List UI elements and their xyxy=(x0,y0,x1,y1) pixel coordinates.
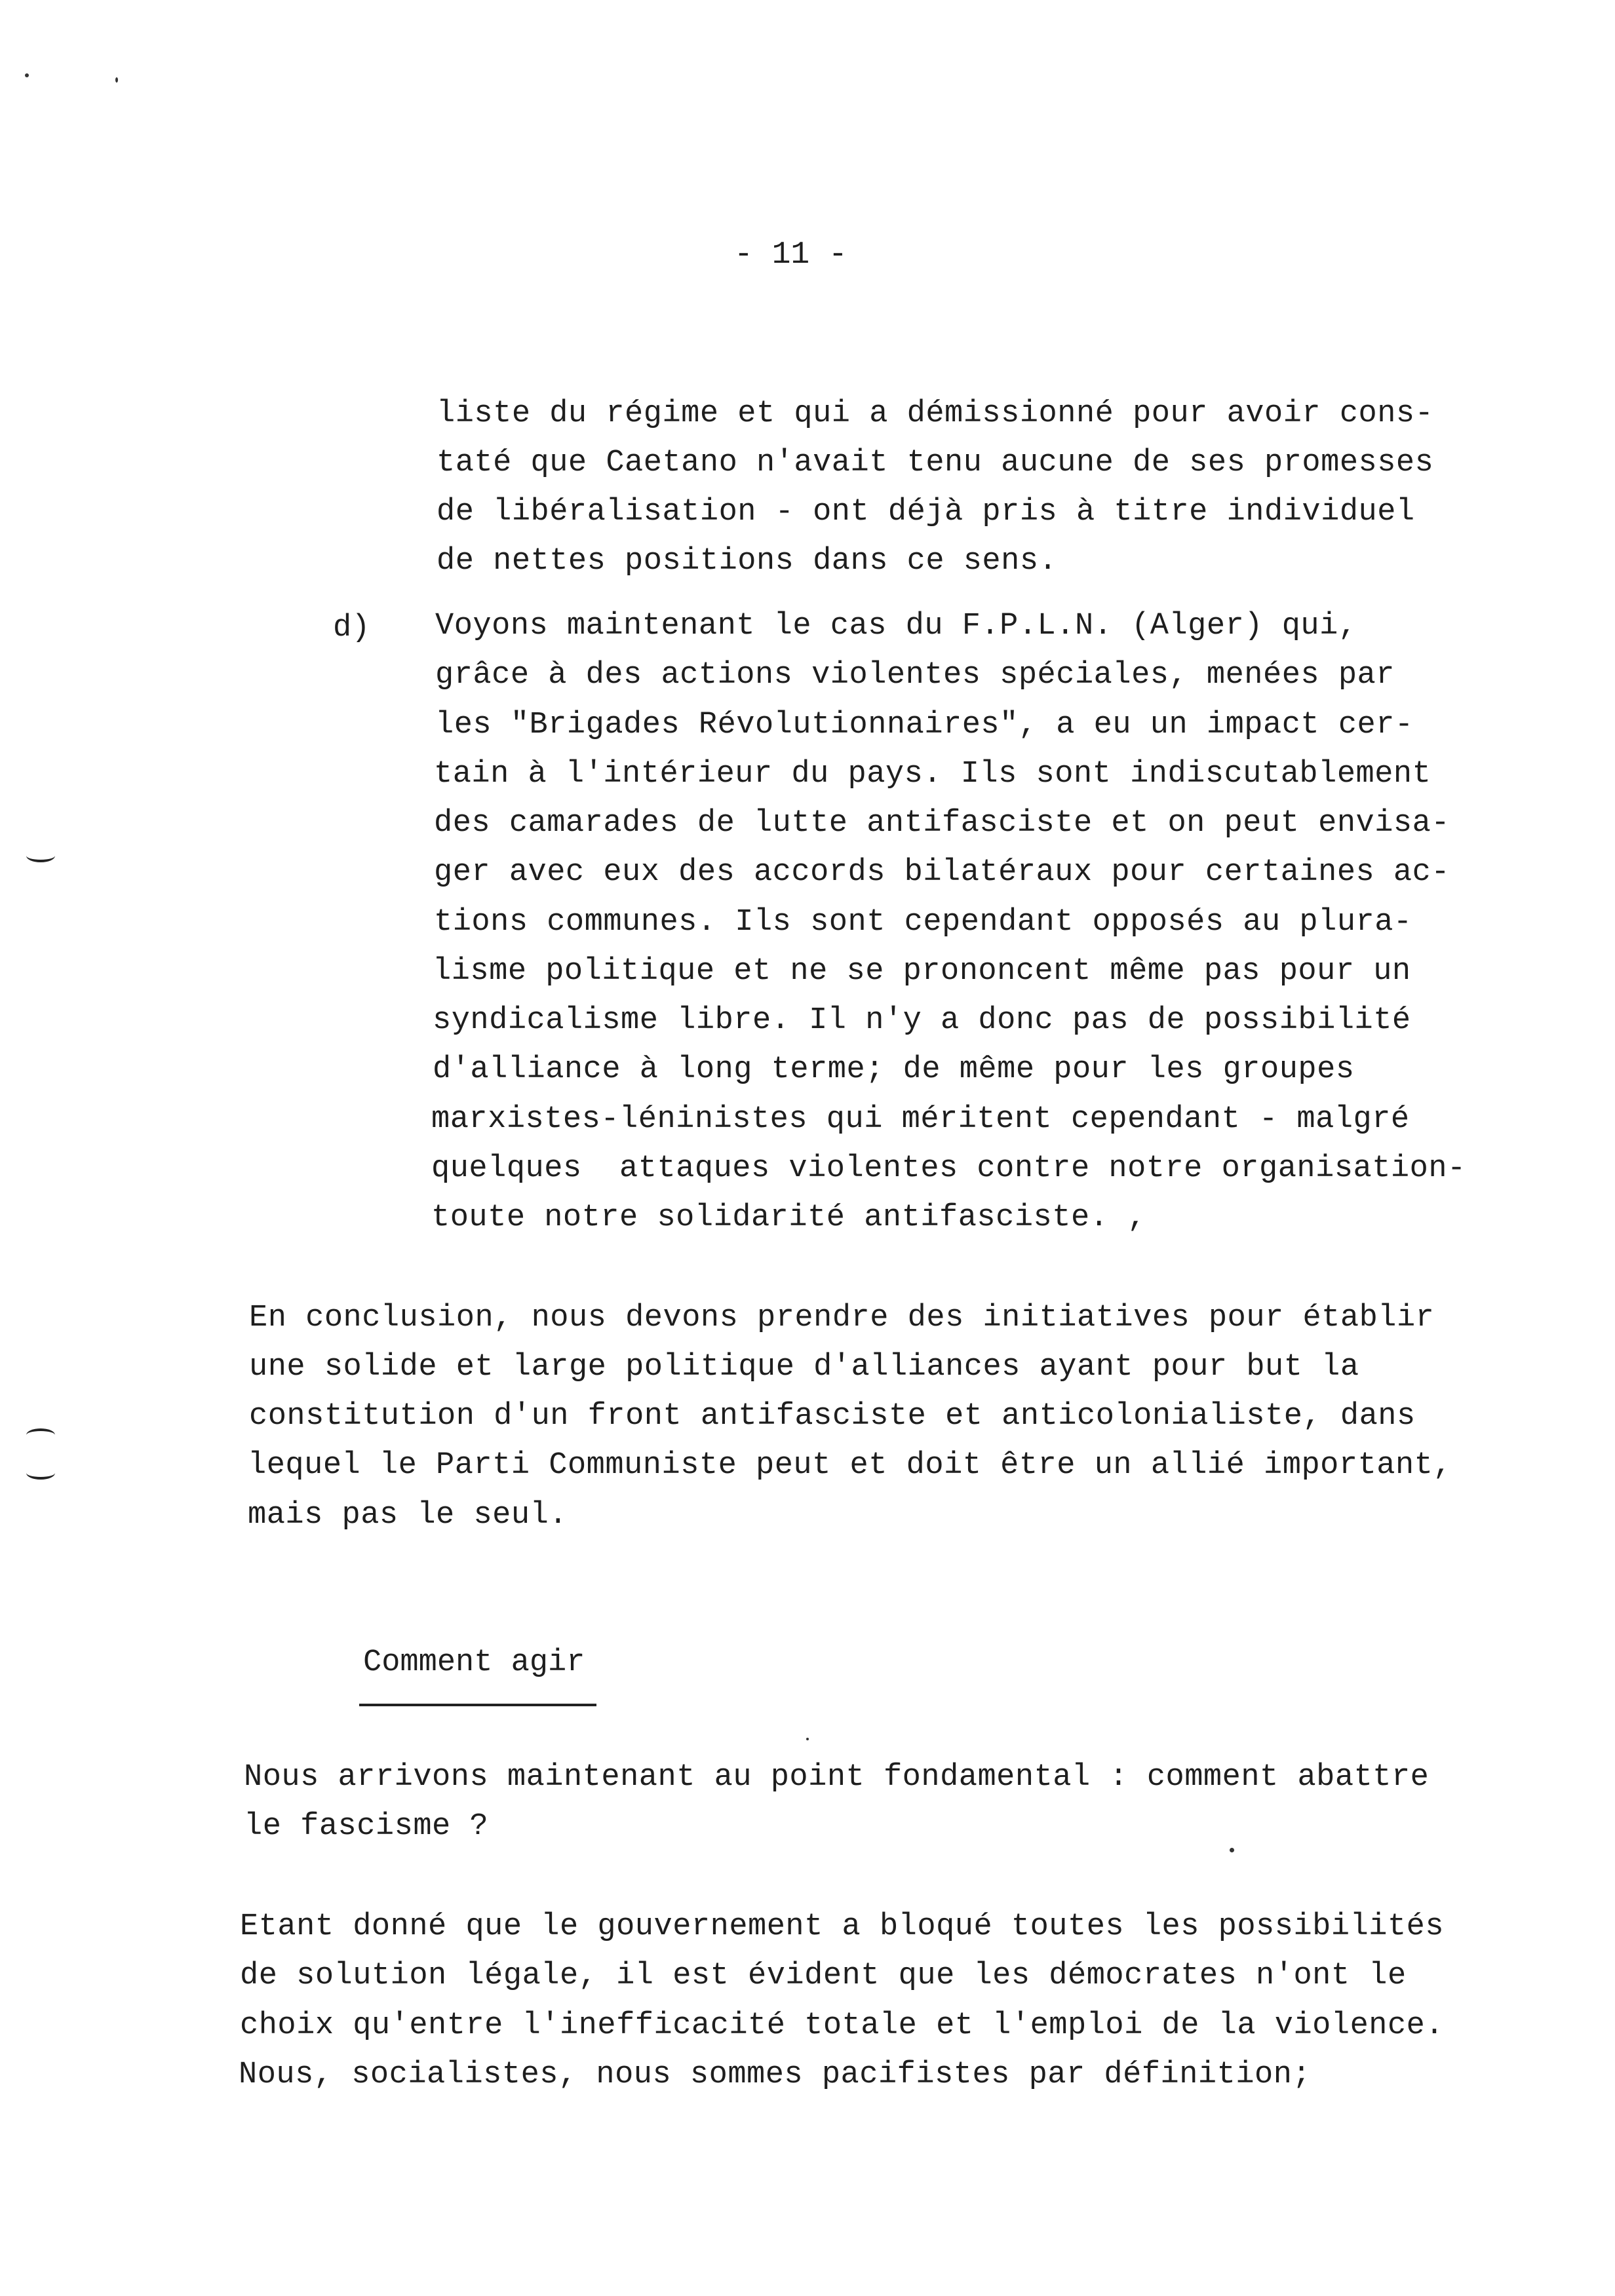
list-item-line: tions communes. Ils sont cependant opposés au plura- xyxy=(434,905,1412,940)
list-item-line: quelques attaques violentes contre notre organisation- xyxy=(431,1151,1466,1186)
list-item-line: ger avec eux des accords bilatéraux pour certaines ac- xyxy=(434,855,1450,890)
list-item-line: syndicalisme libre. Il n'y a donc pas de possibilité xyxy=(433,1003,1411,1038)
list-item-line: grâce à des actions violentes spéciales, menées par xyxy=(435,658,1395,693)
paragraph-line: mais pas le seul. xyxy=(248,1498,568,1533)
paragraph-line: Nous arrivons maintenant au point fondamental : comment abattre xyxy=(244,1760,1430,1795)
list-item-line: d'alliance à long terme; de même pour les groupes xyxy=(433,1052,1355,1087)
heading-underline xyxy=(359,1704,596,1706)
paragraph-line: de solution légale, il est évident que les démocrates n'ont le xyxy=(240,1959,1407,1993)
paragraph-line: Etant donné que le gouvernement a bloqué toutes les possibilités xyxy=(240,1909,1445,1944)
paragraph-line: Nous, socialistes, nous sommes pacifistes par définition; xyxy=(239,2057,1312,2092)
list-item-line: tain à l'intérieur du pays. Ils sont indiscutablement xyxy=(434,757,1431,792)
punch-hole-mark xyxy=(26,1466,55,1480)
punch-hole-mark xyxy=(26,849,55,862)
paragraph-line: une solide et large politique d'alliances ayant pour but la xyxy=(249,1350,1359,1385)
scan-speck xyxy=(115,77,118,83)
paragraph-line: taté que Caetano n'avait tenu aucune de ses promesses xyxy=(437,446,1434,480)
paragraph-line: choix qu'entre l'inefficacité totale et l'emploi de la violence. xyxy=(240,2008,1445,2043)
page-number: - 11 - xyxy=(734,237,847,273)
list-item-line: les "Brigades Révolutionnaires", a eu un impact cer- xyxy=(435,708,1414,742)
paragraph-line: liste du régime et qui a démissionné pour avoir cons- xyxy=(437,396,1434,431)
list-item-line: lisme politique et ne se prononcent même pas pour un xyxy=(433,954,1411,989)
paragraph-line: constitution d'un front antifasciste et anticolonialiste, dans xyxy=(249,1399,1416,1434)
scan-speck xyxy=(1230,1848,1234,1852)
scan-speck xyxy=(25,73,29,77)
scan-speck xyxy=(806,1738,809,1740)
list-item-line: Voyons maintenant le cas du F.P.L.N. (Alger) qui, xyxy=(435,609,1357,643)
paragraph-line: de libéralisation - ont déjà pris à titre individuel xyxy=(437,495,1415,529)
list-item-label: d) xyxy=(333,611,370,645)
paragraph-line: lequel le Parti Communiste peut et doit être un allié important, xyxy=(248,1448,1452,1483)
paragraph-line: En conclusion, nous devons prendre des initiatives pour établir xyxy=(249,1301,1435,1335)
list-item-line: marxistes-léninistes qui méritent cependant - malgré xyxy=(431,1102,1410,1137)
paragraph-line: de nettes positions dans ce sens. xyxy=(437,544,1058,579)
section-heading: Comment agir xyxy=(363,1645,585,1680)
paragraph-line: le fascisme ? xyxy=(244,1809,489,1844)
list-item-line: toute notre solidarité antifasciste. , xyxy=(431,1200,1146,1235)
list-item-line: des camarades de lutte antifasciste et on peut envisa- xyxy=(434,806,1450,841)
punch-hole-mark xyxy=(26,1428,55,1442)
